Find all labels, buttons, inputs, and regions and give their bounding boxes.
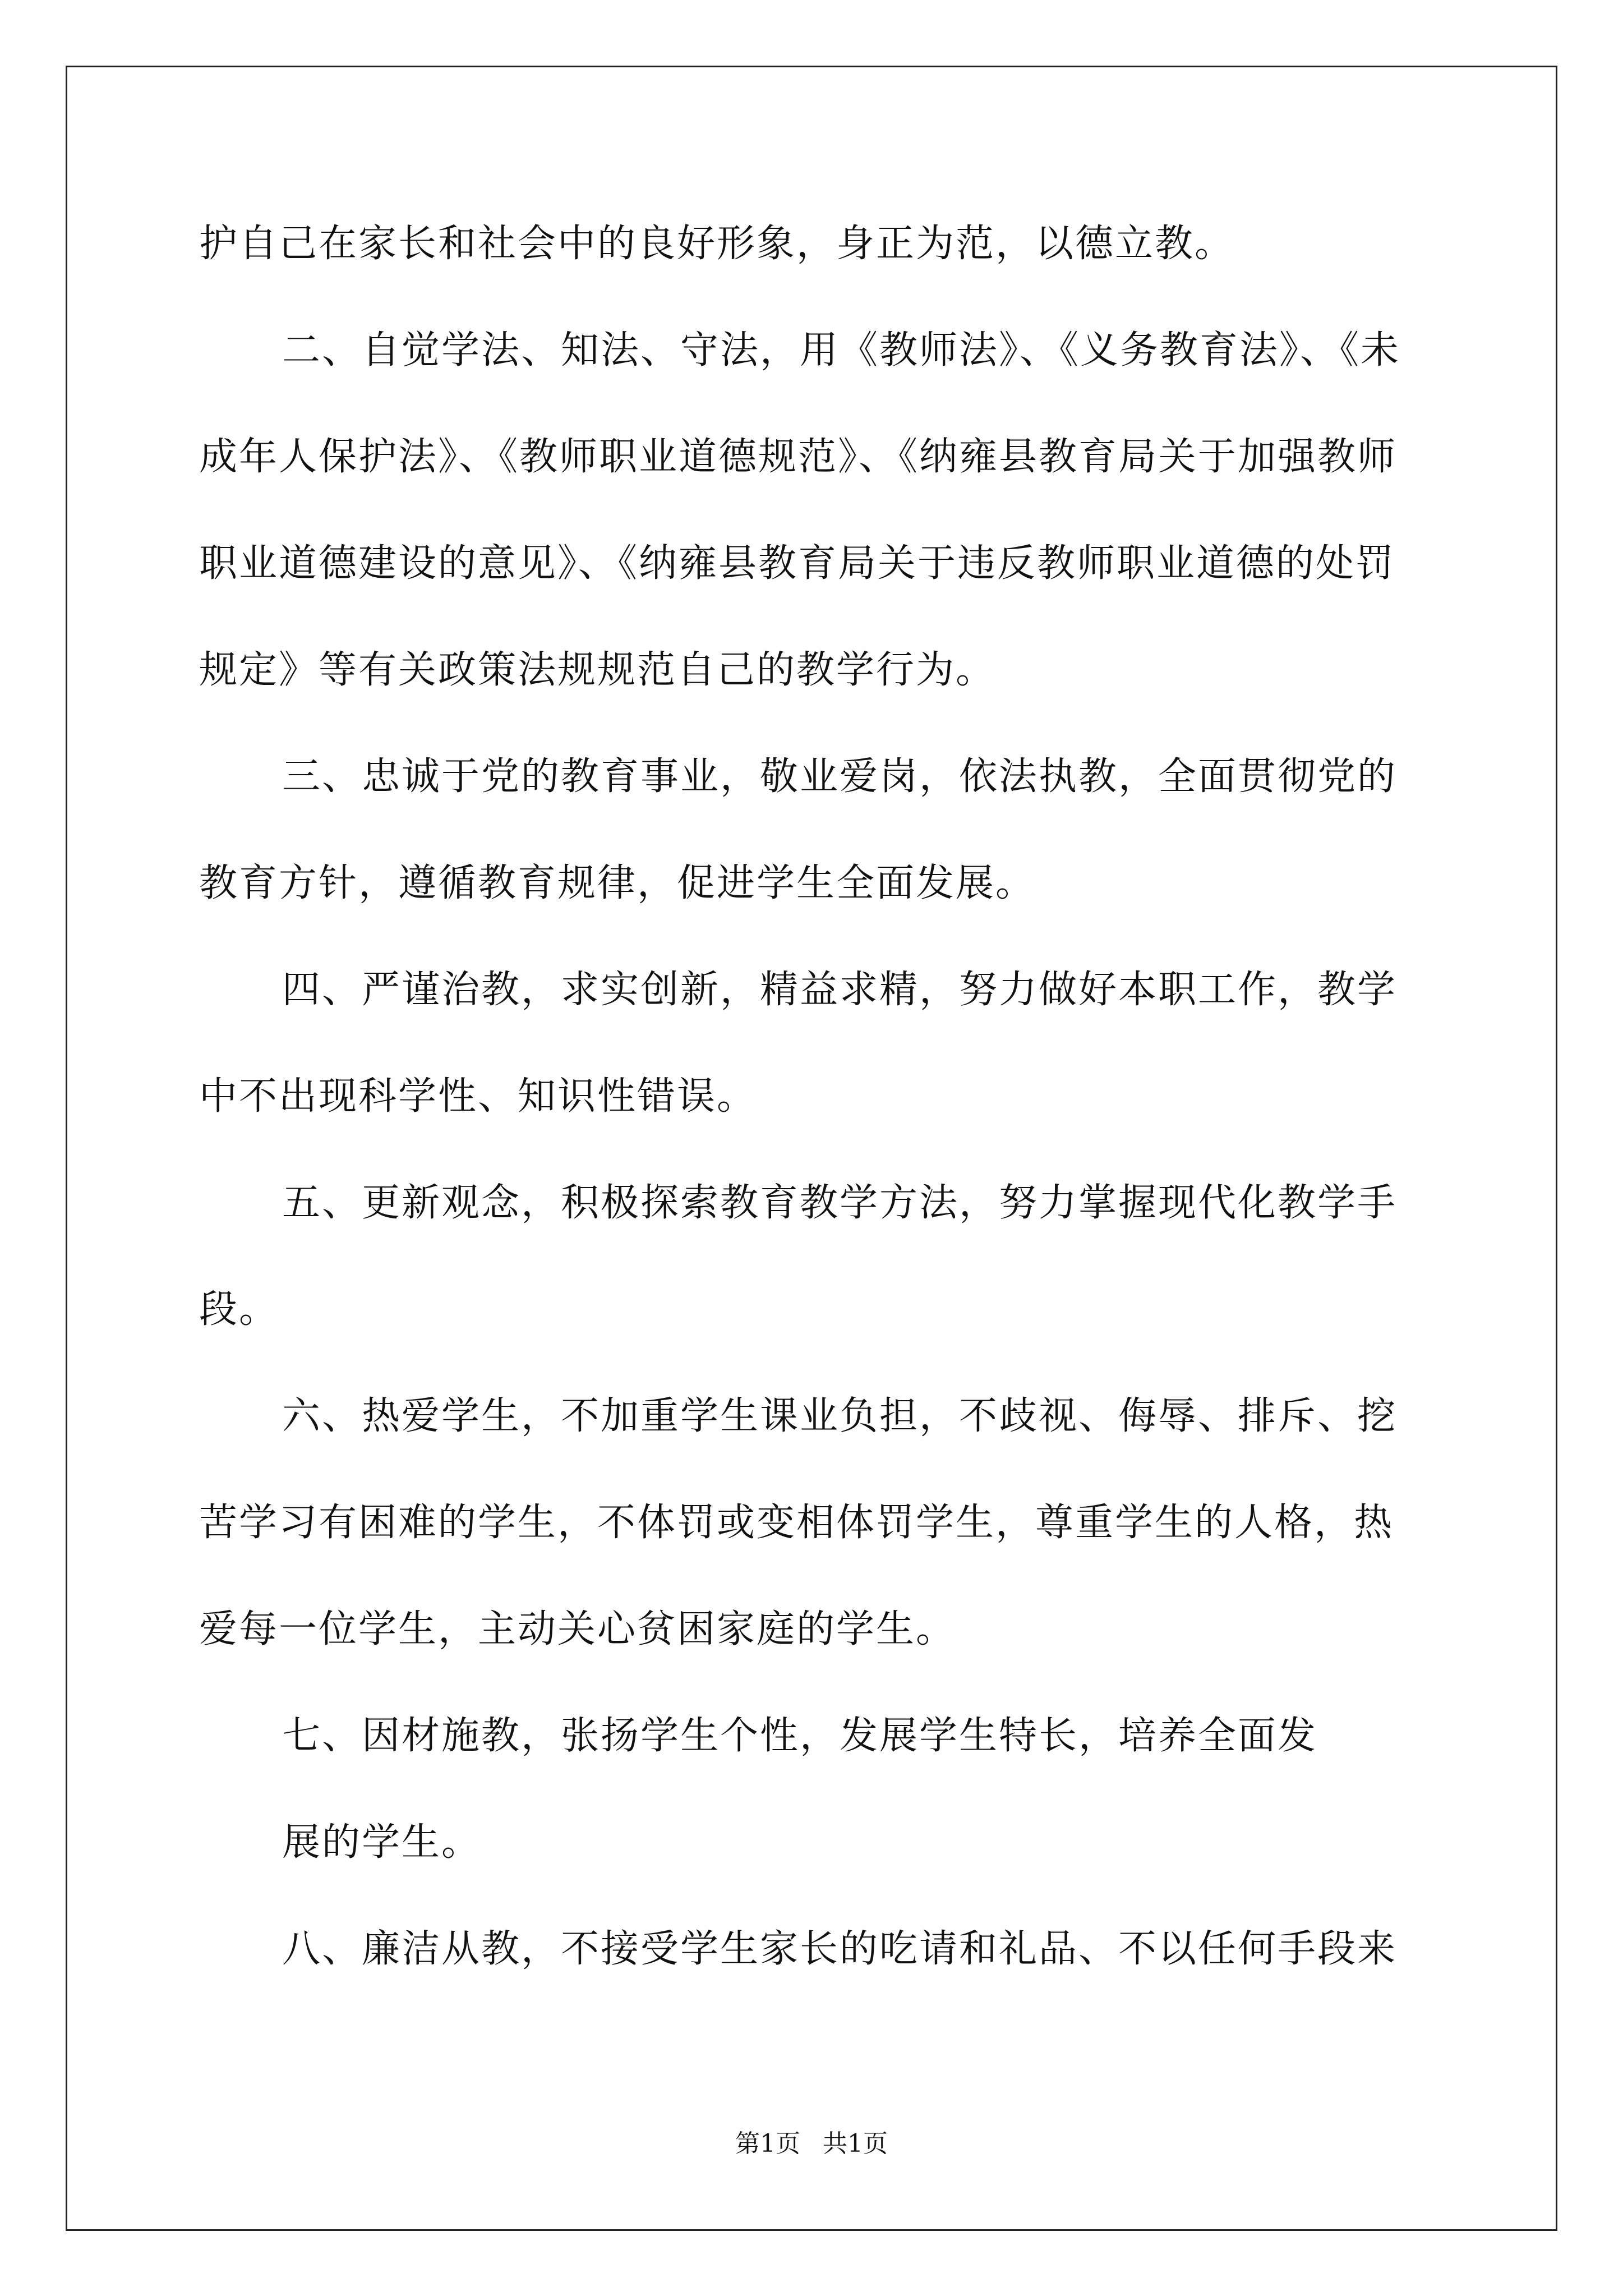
text-line: 展的学生。	[282, 1820, 482, 1865]
text-line: 七、因材施教，张扬学生个性，发展学生特长，培养全面发	[282, 1714, 1318, 1758]
text-line: 中不出现科学性、知识性错误。	[199, 1074, 757, 1119]
text-line: 职业道德建设的意见》、《纳雍县教育局关于违反教师职业道德的处罚	[199, 541, 1396, 586]
text-line: 护自己在家长和社会中的良好形象，身正为范，以德立教。	[199, 222, 1235, 266]
page-number-current: 第1页	[735, 2129, 800, 2158]
page-number-total: 共1页	[823, 2129, 888, 2158]
page-footer	[0, 2127, 1623, 2161]
text-line: 规定》等有关政策法规规范自己的教学行为。	[199, 648, 996, 692]
text-line: 爱每一位学生，主动关心贫困家庭的学生。	[199, 1607, 956, 1651]
page-frame	[66, 66, 1557, 2231]
text-line: 八、廉洁从教，不接受学生家长的吃请和礼品、不以任何手段来	[282, 1927, 1398, 1971]
text-line: 苦学习有困难的学生，不体罚或变相体罚学生，尊重学生的人格，热	[199, 1501, 1394, 1545]
text-line: 教育方针，遵循教育规律，促进学生全面发展。	[199, 861, 1036, 905]
text-line: 段。	[199, 1287, 279, 1332]
text-line: 三、忠诚于党的教育事业，敬业爱岗，依法执教，全面贯彻党的	[282, 754, 1398, 799]
text-line: 六、热爱学生，不加重学生课业负担，不歧视、侮辱、排斥、挖	[282, 1394, 1398, 1438]
text-line: 五、更新观念，积极探索教育教学方法，努力掌握现代化教学手	[282, 1181, 1398, 1225]
text-line: 成年人保护法》、《教师职业道德规范》、《纳雍县教育局关于加强教师	[199, 435, 1398, 479]
text-line: 二、自觉学法、知法、守法，用《教师法》、《义务教育法》、《未	[282, 328, 1401, 372]
text-line: 四、严谨治教，求实创新，精益求精，努力做好本职工作，教学	[282, 968, 1398, 1012]
